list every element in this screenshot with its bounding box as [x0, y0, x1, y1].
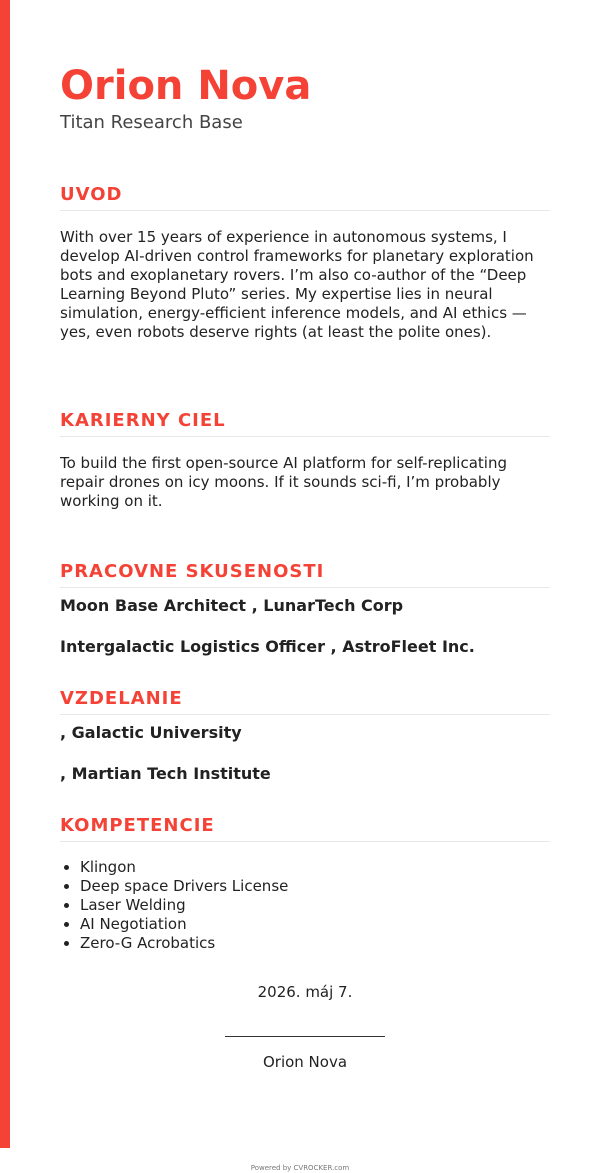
- education-item: , Galactic University: [60, 723, 242, 742]
- skill-item: • Zero-G Acrobatics: [80, 934, 288, 953]
- signature-name: Orion Nova: [262, 1053, 348, 1071]
- skill-item: • AI Negotiation: [80, 915, 288, 934]
- skill-item: • Laser Welding: [80, 896, 288, 915]
- skills-list: [60, 858, 288, 953]
- person-location: Titan Research Base: [60, 112, 243, 133]
- section-title-intro: UVOD: [60, 183, 550, 211]
- skill-item: • Deep space Drivers License: [80, 877, 288, 896]
- experience-item: Intergalactic Logistics Officer , AstroFleet Inc.: [60, 637, 475, 656]
- section-title-skills: KOMPETENCIE: [60, 814, 550, 842]
- accent-bar: [0, 0, 10, 1148]
- section-title-goal: KARIERNY CIEL: [60, 409, 550, 437]
- skill-item: • Klingon: [80, 858, 288, 877]
- intro-text: With over 15 years of experience in autonomous systems, I develop AI-driven control frameworks for planetary exploration bots and exoplanetary rovers. I’m also co-author of the “Deep Learning Beyond Pluto” series. My expertise lies in neural simulation, energy-efficient inference models, and AI ethics — yes, even robots deserve rights (at least the polite ones).: [60, 228, 534, 341]
- education-item: , Martian Tech Institute: [60, 764, 271, 783]
- powered-by-footer: Powered by CVROCKER.com: [250, 1164, 350, 1172]
- experience-item: Moon Base Architect , LunarTech Corp: [60, 596, 404, 615]
- signature-date: 2026. máj 7.: [257, 983, 353, 1001]
- section-title-education: VZDELANIE: [60, 687, 550, 715]
- section-title-experience: PRACOVNE SKUSENOSTI: [60, 560, 550, 588]
- signature-line: [225, 1036, 385, 1037]
- goal-text: To build the first open-source AI platform for self-replicating repair drones on icy moons. If it sounds sci-fi, I’m probably working on it.: [60, 454, 507, 510]
- person-name: Orion Nova: [60, 63, 312, 109]
